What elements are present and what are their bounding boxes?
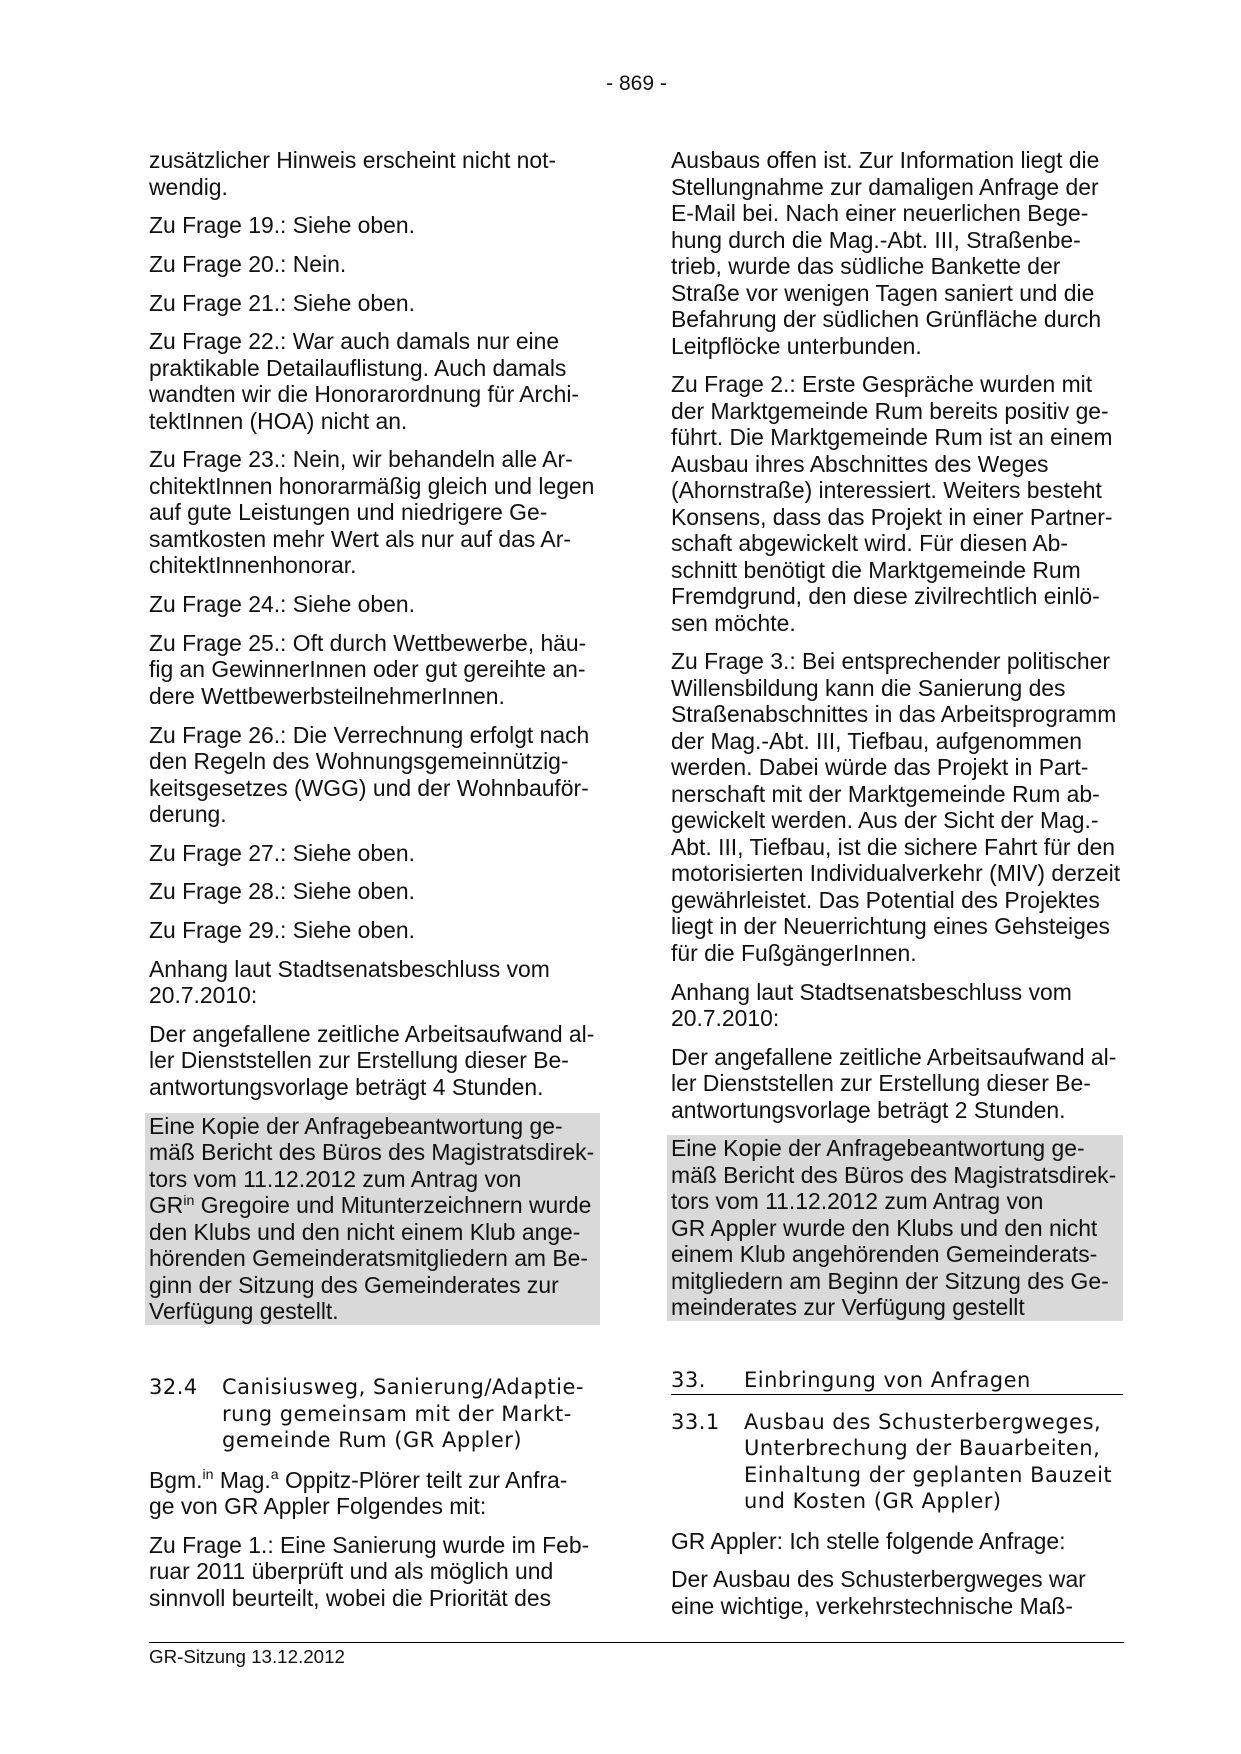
continuation-paragraph: zusätzlicher Hinweis erscheint nicht not- wendig. xyxy=(149,147,557,200)
answer-question-26: Zu Frage 26.: Die Verrechnung erfolgt nach den Regeln des Wohnungsgemeinnützig- keitsgesetzes (WGG) und der Wohnbauför- derung. xyxy=(149,721,590,827)
work-effort-note: Der angefallene zeitliche Arbeitsaufwand al- ler Dienststellen zur Erstellung dieser Be- antwortungsvorlage beträgt 2 Stunden. xyxy=(671,1043,1117,1123)
gender-suffix-superscript: in xyxy=(183,1192,195,1209)
statement-text: Oppitz-Plörer teilt zur Anfra- ge von GR Appler Folgendes mit: xyxy=(149,1466,568,1519)
answer-question-3: Zu Frage 3.: Bei entsprechender politischer Willensbildung kann die Sanierung des Straßenabschnittes in das Arbeitsprogramm der Mag.-Abt. III, Tiefbau, aufgenommen werden. Dabei würde das Projekt in Part- nerschaft mit der Marktgemeinde Rum ab- gewickelt werden. Aus der Sicht der Mag.- Abt. III, Tiefbau, ist die sichere Fahrt für den motorisierten Individualverkehr (MIV) derzeit gewährleistet. Das Potential des Projektes liegt in der Neuerrichtung eines Gehsteiges für die FußgängerInnen. xyxy=(671,648,1121,966)
inquiry-intro: GR Appler: Ich stelle folgende Anfrage: xyxy=(671,1527,1066,1554)
section-number: 33.1 xyxy=(671,1409,720,1434)
answer-question-1: Zu Frage 1.: Eine Sanierung wurde im Feb- ruar 2011 überprüft und als möglich und sinnvoll beurteilt, wobei die Priorität des xyxy=(149,1531,590,1611)
section-title: Ausbau des Schusterbergweges, Unterbrechung der Bauarbeiten, Einhaltung der geplanten Bauzeit und Kosten (GR Appler) xyxy=(744,1409,1113,1513)
answer-question-22: Zu Frage 22.: War auch damals nur eine praktikable Detailauflistung. Auch damals wandten wir die Honorarordnung für Archi- tektInnen (HOA) nicht an. xyxy=(149,328,580,434)
chapter-number: 33. xyxy=(671,1368,706,1392)
answer-question-28: Zu Frage 28.: Siehe oben. xyxy=(149,878,415,905)
right-column xyxy=(671,147,1123,1333)
page-number: - 869 - xyxy=(606,72,667,95)
answer-question-27: Zu Frage 27.: Siehe oben. xyxy=(149,839,415,866)
section-32-4 xyxy=(149,1374,597,1623)
answer-question-23: Zu Frage 23.: Nein, wir behandeln alle Ar- chitektInnen honorarmäßig gleich und legen auf gute Leistungen und niedrigere Ge- samtkosten mehr Wert als nur auf das Ar- chitektInnenhonorar. xyxy=(149,446,595,579)
answer-question-25: Zu Frage 25.: Oft durch Wettbewerbe, häu- fig an GewinnerInnen oder gut gereihte an- dere WettbewerbsteilnehmerInnen. xyxy=(149,629,587,709)
title-suffix-superscript: in xyxy=(202,1466,214,1483)
statement-text: Bgm. xyxy=(149,1466,203,1493)
answer-question-19: Zu Frage 19.: Siehe oben. xyxy=(149,212,415,239)
title-suffix-superscript: a xyxy=(270,1466,279,1483)
section-33 xyxy=(671,1367,1123,1631)
mayor-statement xyxy=(149,1467,597,1520)
statement-text: Mag. xyxy=(213,1466,271,1493)
answer-question-24: Zu Frage 24.: Siehe oben. xyxy=(149,591,415,618)
answer-question-20: Zu Frage 20.: Nein. xyxy=(149,250,347,277)
answer-question-2: Zu Frage 2.: Erste Gespräche wurden mit der Marktgemeinde Rum bereits positiv ge- führt. Die Marktgemeinde Rum ist an einem Ausbau ihres Abschnittes des Weges (Ahornstraße) interessiert. Weiters besteht Konsens, dass das Projekt in einer Partner- schaft abgewickelt wird. Für diesen Ab- schnitt benötigt die Marktgemeinde Rum Fremdgrund, den diese zivilrechtlich einlö- sen möchte. xyxy=(671,371,1113,636)
left-column xyxy=(149,147,597,1337)
footer-session-date: GR-Sitzung 13.12.2012 xyxy=(149,1646,345,1667)
section-title: Canisiusweg, Sanierung/Adaptie- rung gemeinsam mit der Markt- gemeinde Rum (GR Appler) xyxy=(222,1375,584,1452)
answer-question-29: Zu Frage 29.: Siehe oben. xyxy=(149,917,415,944)
distribution-note-text: Gregoire und Mitunterzeichnern wurde den Klubs und den nicht einem Klub ange- hörenden Gemeinderatsmitgliedern am Be- ginn der Sitzung des Gemeinderates zur Verfügung gestellt. xyxy=(149,1192,592,1325)
section-heading-32-4 xyxy=(149,1374,597,1454)
continuation-paragraph: Ausbaus offen ist. Zur Information liegt die Stellungnahme zur damaligen Anfrage der E-Mail bei. Nach einer neuerlichen Bege- hung durch die Mag.-Abt. III, Straßenbe- trieb, wurde das südliche Bankette der Straße vor wenigen Tagen saniert und die Befahrung der südlichen Grünfläche durch Leitpflöcke unterbunden. xyxy=(671,147,1102,359)
inquiry-text: Der Ausbau des Schusterbergweges war eine wichtige, verkehrstechnische Maß- xyxy=(671,1566,1086,1619)
chapter-heading-33 xyxy=(671,1367,1123,1395)
appendix-reference: Anhang laut Stadtsenatsbeschluss vom 20.7.2010: xyxy=(149,955,550,1009)
chapter-title: Einbringung von Anfragen xyxy=(744,1368,1031,1392)
appendix-reference: Anhang laut Stadtsenatsbeschluss vom 20.7.2010: xyxy=(671,978,1072,1032)
section-number: 32.4 xyxy=(149,1375,198,1399)
section-heading-33-1 xyxy=(671,1409,1123,1515)
distribution-note-text: Eine Kopie der Anfragebeantwortung ge- mäß Bericht des Büros des Magistratsdirek- tors vom 11.12.2012 zum Antrag von GR xyxy=(149,1112,595,1219)
footer-rule xyxy=(149,1642,1124,1643)
distribution-note-box: Eine Kopie der Anfragebeantwortung ge- mäß Bericht des Büros des Magistratsdirek- tors vom 11.12.2012 zum Antrag von GR Appler wurde den Klubs und den nicht einem Klub angehörenden Gemeinderats- mitgliedern am Beginn der Sitzung des Ge- meinderates zur Verfügung gestellt xyxy=(667,1135,1123,1321)
answer-question-21: Zu Frage 21.: Siehe oben. xyxy=(149,289,415,316)
work-effort-note: Der angefallene zeitliche Arbeitsaufwand al- ler Dienststellen zur Erstellung dieser Be- antwortungsvorlage beträgt 4 Stunden. xyxy=(149,1020,595,1100)
distribution-note-box xyxy=(145,1113,600,1325)
